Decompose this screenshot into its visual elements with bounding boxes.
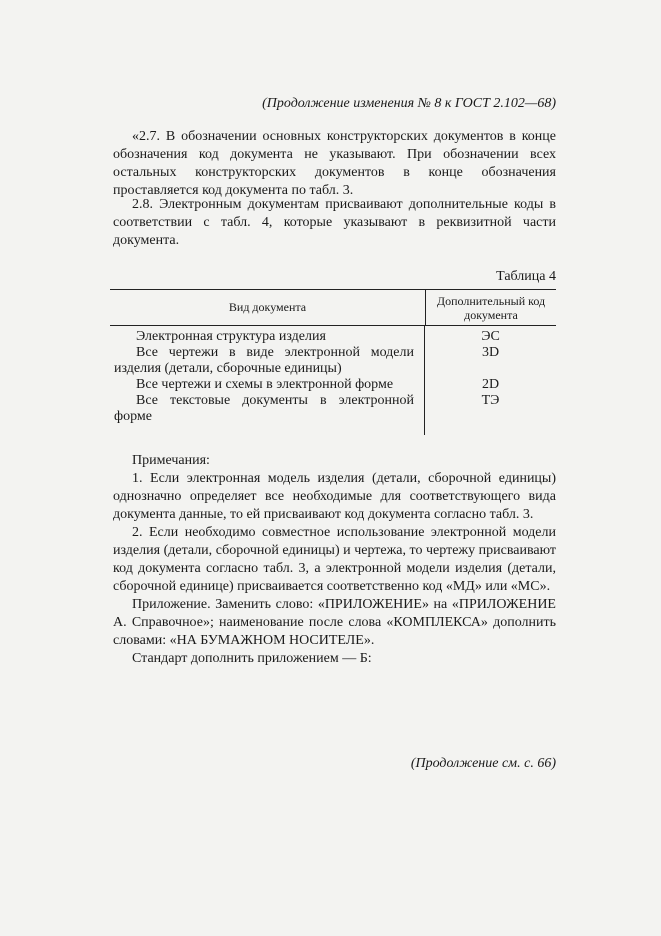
header-document-kind: Вид документа (110, 290, 426, 325)
table-row-kind: Электронная структура изделия (136, 329, 326, 344)
table-row-code: ЭС (481, 329, 500, 344)
page-header: (Продолжение изменения № 8 к ГОСТ 2.102—68) (262, 96, 556, 111)
table-row-code: 2D (481, 377, 500, 392)
table-row-code: ТЭ (481, 393, 500, 408)
table-body (110, 326, 556, 435)
note-2: 2. Если необходимо совместное использование электронной модели изделия (детали, сборочной единицы) и чертежа, то чертежу присваивают код документа согласно табл. 3, а электронной модели изделия (детали, сборочной единице) присваивается соответственно код «МД» или «МС». (113, 525, 556, 594)
paragraph-2-7 (113, 128, 556, 200)
code-column (425, 326, 556, 435)
table-row-code: 3D (481, 345, 500, 360)
standard-addition: Стандарт дополнить приложением — Б: (132, 651, 372, 666)
table-header-row (110, 290, 556, 326)
appendix-change: Приложение. Заменить слово: «ПРИЛОЖЕНИЕ» на «ПРИЛОЖЕНИЕ А. Справочное»; наименование после слова «КОМПЛЕКСА» дополнить словами: «НА БУМАЖНОМ НОСИТЕЛЕ». (113, 597, 556, 648)
paragraph-2-8 (113, 196, 556, 250)
page-footer: (Продолжение см. с. 66) (410, 756, 556, 771)
notes-section (113, 452, 556, 668)
table-row-kind: Все текстовые документы в электронной форме (114, 393, 414, 424)
table-caption: Таблица 4 (496, 269, 556, 284)
paragraph-2-8-text: 2.8. Электронным документам присваивают дополнительные коды в соответствии с табл. 4, которые указывают в реквизитной части документа. (113, 197, 556, 248)
table-row-kind: Все чертежи в виде электронной модели изделия (детали, сборочные единицы) (114, 345, 414, 376)
header-additional-code: Дополнительный код документа (436, 293, 546, 322)
kind-column (110, 326, 425, 435)
note-1: 1. Если электронная модель изделия (детали, сборочной единицы) однозначно определяет все необходимые для соответствующего вида документа данные, то ей присваивают код документа согласно табл. 3. (113, 471, 556, 522)
table-row-kind: Все чертежи и схемы в электронной форме (136, 377, 394, 392)
codes-table (110, 289, 556, 435)
notes-title: Примечания: (132, 453, 210, 468)
paragraph-2-7-text: «2.7. В обозначении основных конструкторских документов в конце обозначения код документа не указывают. При обозначении всех остальных конструкторских документов в конце обозначения проставляется код документа по табл. 3. (113, 129, 556, 198)
